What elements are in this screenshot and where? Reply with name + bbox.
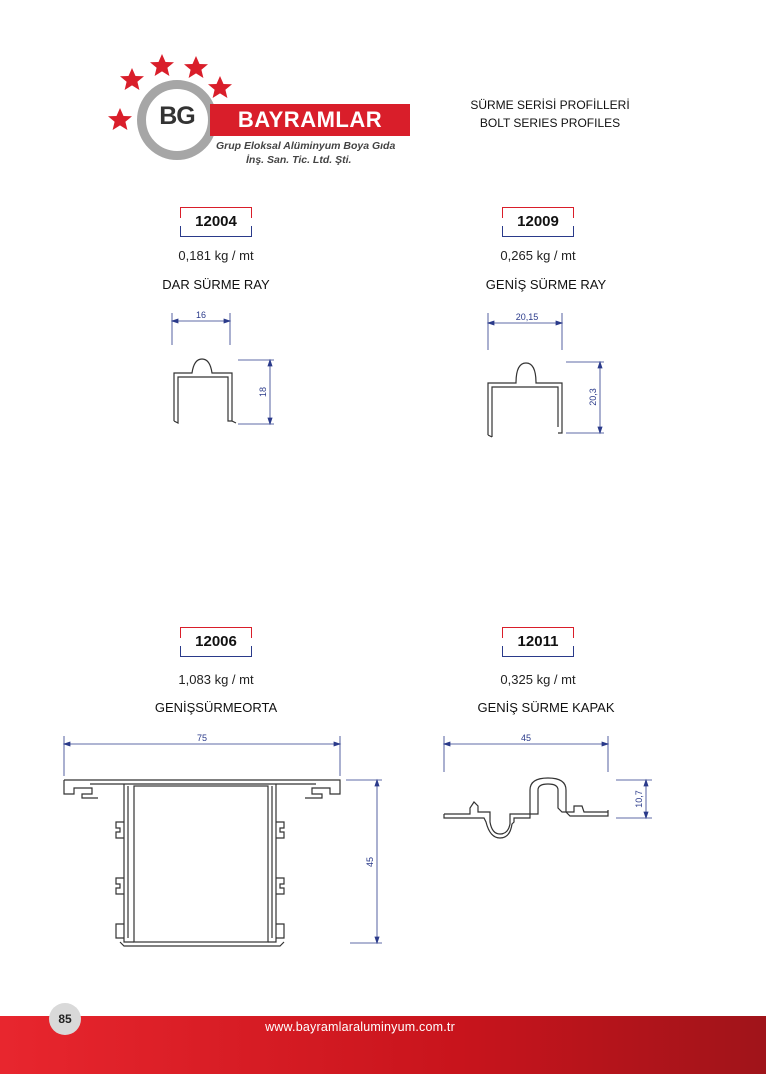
product-code: 12011 [517,633,559,650]
product-code-box [180,207,252,237]
series-title-en: BOLT SERIES PROFILES [479,116,621,130]
dimension-width-label: 20,15 [515,312,539,322]
profile-drawing-12009 [470,305,620,445]
dimension-height-label: 45 [365,856,375,868]
dimension-width-label: 45 [520,733,532,743]
series-title-tr: SÜRME SERİSİ PROFİLLERİ [470,98,630,112]
star-icon [208,76,232,98]
product-weight: 0,265 kg / mt [500,248,576,263]
star-icon [120,68,144,90]
dimension-height-label: 10,7 [634,790,644,808]
product-weight: 0,181 kg / mt [178,248,254,263]
product-code: 12006 [195,633,237,650]
product-name: GENİŞ SÜRME RAY [485,277,607,292]
product-code-box [502,207,574,237]
product-code: 12009 [517,213,559,230]
profile-drawing-12011 [430,728,660,848]
product-code: 12004 [195,213,237,230]
brand-subtitle-line1: Grup Eloksal Alüminyum Boya Gıda [216,140,396,152]
profile-drawing-12006 [50,728,390,953]
dimension-height-label: 18 [258,386,268,398]
product-name: DAR SÜRME RAY [162,277,270,292]
page-number: 85 [49,1003,81,1035]
logo-monogram: BG [159,102,195,130]
profile-shape [488,363,562,437]
brand-name: BAYRAMLAR [210,104,410,136]
dimension-height [346,780,382,943]
product-code-box [502,627,574,657]
product-weight: 0,325 kg / mt [500,672,576,687]
dimension-height [566,362,604,433]
product-name: GENİŞ SÜRME KAPAK [477,700,615,715]
dimension-height-label: 20,3 [588,388,598,406]
brand-logo [0,0,430,180]
dimension-width-label: 16 [195,310,207,320]
profile-shape [64,780,340,946]
star-icon [150,54,174,76]
product-weight: 1,083 kg / mt [178,672,254,687]
dimension-width-label: 75 [196,733,208,743]
series-title [440,96,660,132]
profile-drawing-12004 [150,305,290,435]
profile-shape [174,359,236,423]
brand-subtitle-line2: İnş. San. Tic. Ltd. Şti. [246,154,352,166]
product-name: GENİŞSÜRMEORTA [154,700,278,715]
profile-shape [444,778,608,838]
footer-website-link[interactable]: www.bayramlaraluminyum.com.tr [265,1020,455,1034]
star-icon [184,56,208,78]
product-code-box [180,627,252,657]
star-icon [108,108,132,130]
dimension-height [238,360,274,424]
